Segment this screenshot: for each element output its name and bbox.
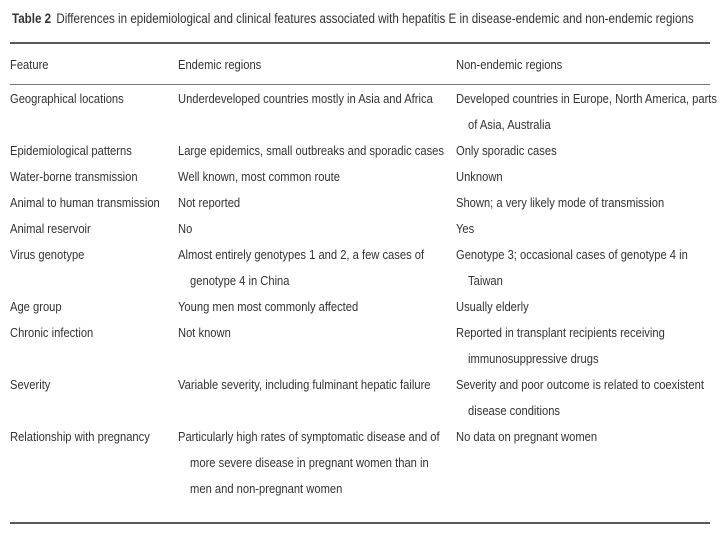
table-row: [10, 138, 710, 164]
nonendemic-cell: [456, 424, 674, 450]
table-label: Table 2: [12, 11, 52, 26]
table-header-row: [10, 0, 710, 78]
nonendemic-cell-line: Yes: [456, 221, 475, 236]
table-row: [10, 424, 710, 502]
column-header-endemic: Endemic regions: [178, 57, 262, 72]
endemic-cell: [178, 138, 444, 164]
nonendemic-cell: [456, 216, 674, 242]
endemic-cell-line: Underdeveloped countries mostly in Asia and Africa: [178, 91, 433, 106]
endemic-cell-line: genotype 4 in China: [190, 273, 290, 288]
feature-cell: Epidemiological patterns: [10, 143, 132, 158]
endemic-cell-line: Not known: [178, 325, 231, 340]
nonendemic-cell-line: Usually elderly: [456, 299, 529, 314]
table-row: [10, 242, 710, 294]
column-header-nonendemic: Non-endemic regions: [456, 57, 563, 72]
endemic-cell-line: Variable severity, including fulminant hepatic failure: [178, 377, 431, 392]
endemic-cell: [178, 86, 433, 112]
nonendemic-cell-line: of Asia, Australia: [468, 117, 551, 132]
nonendemic-cell-line: Severity and poor outcome is related to coexistent: [456, 377, 704, 392]
nonendemic-cell: [456, 294, 674, 320]
nonendemic-cell-line: disease conditions: [468, 403, 561, 418]
nonendemic-cell-line: immunosuppressive drugs: [468, 351, 599, 366]
endemic-cell: [178, 424, 440, 502]
table-bottom-rule: [10, 522, 710, 524]
nonendemic-cell-line: Unknown: [456, 169, 503, 184]
nonendemic-cell: [456, 86, 718, 138]
endemic-cell: [178, 320, 417, 346]
nonendemic-cell: [456, 138, 674, 164]
endemic-cell: [178, 216, 417, 242]
data-table: [10, 0, 718, 502]
nonendemic-cell-line: Genotype 3; occasional cases of genotype 4 in: [456, 247, 688, 262]
nonendemic-cell-line: Taiwan: [468, 273, 503, 288]
table-row: [10, 320, 710, 372]
feature-cell: Severity: [10, 377, 51, 392]
feature-cell: Water-borne transmission: [10, 169, 138, 184]
nonendemic-cell-line: No data on pregnant women: [456, 429, 598, 444]
table-row: [10, 78, 710, 138]
nonendemic-cell-line: Only sporadic cases: [456, 143, 557, 158]
feature-cell: Virus genotype: [10, 247, 85, 262]
endemic-cell-line: more severe disease in pregnant women than in: [190, 455, 429, 470]
endemic-cell-line: Not reported: [178, 195, 241, 210]
endemic-cell: [178, 242, 425, 294]
nonendemic-cell: [456, 190, 674, 216]
endemic-cell: [178, 190, 417, 216]
nonendemic-cell-line: Developed countries in Europe, North America, parts: [456, 91, 718, 106]
nonendemic-cell: [456, 320, 674, 372]
table-row: [10, 372, 710, 424]
endemic-cell: [178, 372, 431, 398]
endemic-cell-line: Almost entirely genotypes 1 and 2, a few cases of: [178, 247, 425, 262]
nonendemic-cell: [456, 242, 688, 294]
feature-cell: Age group: [10, 299, 62, 314]
feature-cell: Animal reservoir: [10, 221, 91, 236]
endemic-cell-line: Large epidemics, small outbreaks and sporadic cases: [178, 143, 444, 158]
table-row: [10, 294, 710, 320]
endemic-cell-line: No: [178, 221, 193, 236]
table-row: [10, 164, 710, 190]
endemic-cell: [178, 164, 417, 190]
endemic-cell: [178, 294, 417, 320]
nonendemic-cell: [456, 164, 674, 190]
nonendemic-cell-line: Reported in transplant recipients receiving: [456, 325, 665, 340]
endemic-cell-line: Particularly high rates of symptomatic disease and of: [178, 429, 440, 444]
feature-cell: Animal to human transmission: [10, 195, 160, 210]
nonendemic-cell-line: Shown; a very likely mode of transmission: [456, 195, 665, 210]
feature-cell: Geographical locations: [10, 91, 124, 106]
endemic-cell-line: men and non-pregnant women: [190, 481, 343, 496]
table-row: [10, 190, 710, 216]
table-title: Differences in epidemiological and clinical features associated with hepatitis E in disease-endemic and non-endemic regions: [56, 11, 694, 26]
nonendemic-cell: [456, 372, 704, 424]
endemic-cell-line: Well known, most common route: [178, 169, 340, 184]
table-row: [10, 216, 710, 242]
feature-cell: Chronic infection: [10, 325, 94, 340]
endemic-cell-line: Young men most commonly affected: [178, 299, 359, 314]
feature-cell: Relationship with pregnancy: [10, 429, 150, 444]
column-header-feature: Feature: [10, 57, 49, 72]
